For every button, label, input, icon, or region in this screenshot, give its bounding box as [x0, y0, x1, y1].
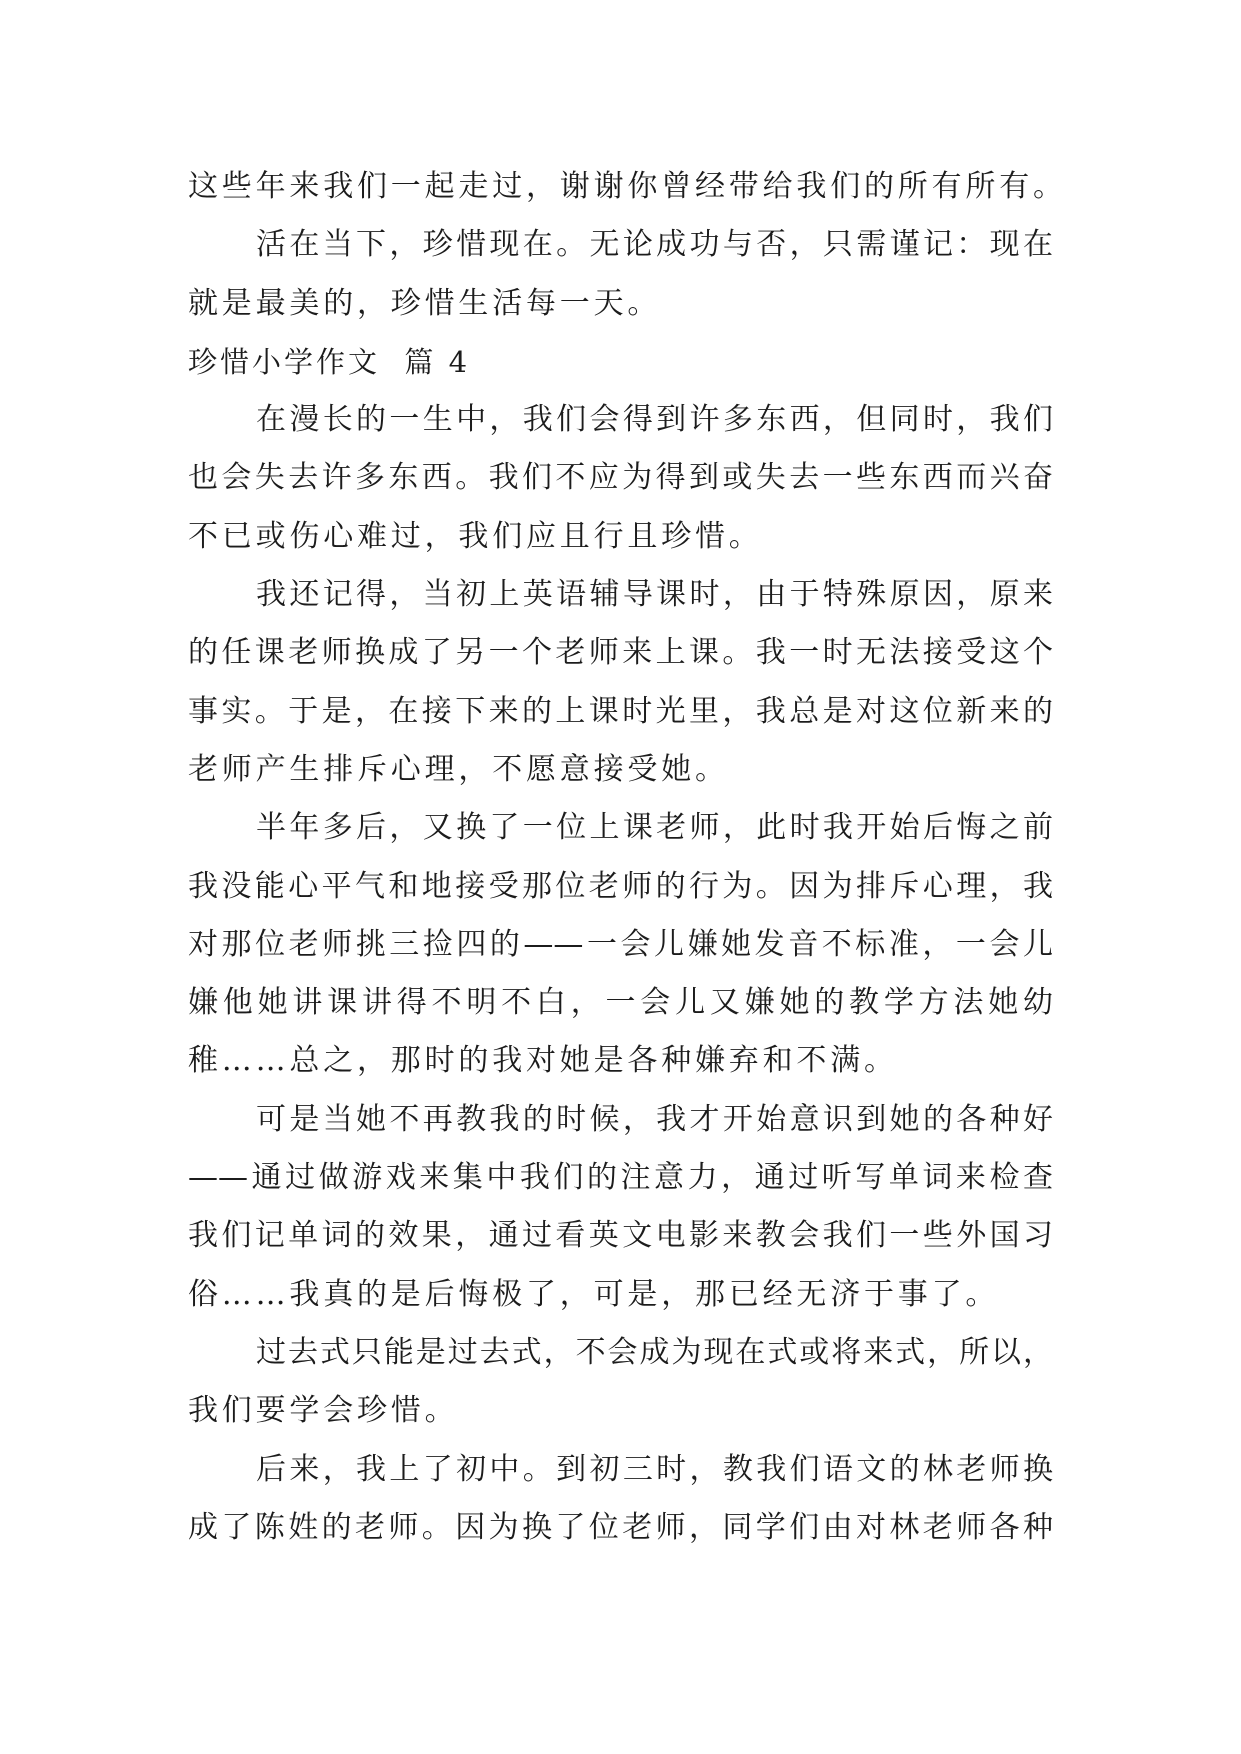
paragraph-line: 这些年来我们一起走过，谢谢你曾经带给我们的所有所有。 [188, 169, 1067, 204]
paragraph-line: 半年多后，又换了一位上课老师，此时我开始后悔之前 [256, 810, 1053, 846]
section-heading: 珍惜小学作文 篇 4 [188, 344, 471, 379]
paragraph-line: 在漫长的一生中，我们会得到许多东西，但同时，我们 [256, 402, 1053, 438]
paragraph-line: 的任课老师换成了另一个老师来上课。我一时无法接受这个 [188, 635, 1053, 671]
paragraph [188, 799, 1053, 1090]
paragraph-line: ——通过做游戏来集中我们的注意力，通过听写单词来检查 [188, 1160, 1053, 1196]
paragraph-line: 也会失去许多东西。我们不应为得到或失去一些东西而兴奋 [188, 460, 1053, 496]
paragraph-line: 俗……我真的是后悔极了，可是，那已经无济于事了。 [188, 1276, 1000, 1312]
paragraph [188, 1324, 1053, 1441]
paragraph [188, 566, 1053, 799]
paragraph-line: 不已或伤心难过，我们应且行且珍惜。 [188, 518, 763, 554]
paragraph-line: 过去式只能是过去式，不会成为现在式或将来式，所以， [256, 1334, 1053, 1370]
paragraph-line: 老师产生排斥心理，不愿意接受她。 [188, 751, 729, 787]
paragraph-line: 对那位老师挑三捡四的——一会儿嫌她发音不标准，一会儿 [188, 926, 1053, 962]
paragraph-line: 我们要学会珍惜。 [188, 1393, 459, 1429]
document-page [188, 158, 1067, 1557]
paragraph-line: 就是最美的，珍惜生活每一天。 [188, 285, 662, 321]
paragraph [188, 216, 1053, 333]
paragraph-line: 可是当她不再教我的时候，我才开始意识到她的各种好 [256, 1101, 1053, 1137]
paragraph-line: 事实。于是，在接下来的上课时光里，我总是对这位新来的 [188, 693, 1053, 729]
paragraph-line: 我还记得，当初上英语辅导课时，由于特殊原因，原来 [256, 577, 1053, 613]
paragraph-line: 成了陈姓的老师。因为换了位老师，同学们由对林老师各种 [188, 1509, 1053, 1545]
paragraph-line: 活在当下，珍惜现在。无论成功与否，只需谨记：现在 [256, 227, 1053, 263]
paragraph-line: 后来，我上了初中。到初三时，教我们语文的林老师换 [256, 1451, 1053, 1487]
paragraph [188, 391, 1053, 566]
paragraph-line: 我们记单词的效果，通过看英文电影来教会我们一些外国习 [188, 1218, 1053, 1254]
paragraph-line: 嫌他她讲课讲得不明不白，一会儿又嫌她的教学方法她幼 [188, 985, 1053, 1021]
paragraph [188, 1091, 1053, 1324]
paragraph-line: 我没能心平气和地接受那位老师的行为。因为排斥心理，我 [188, 868, 1053, 904]
paragraph-line: 稚……总之，那时的我对她是各种嫌弃和不满。 [188, 1043, 898, 1079]
paragraph [188, 1441, 1053, 1558]
paragraph [188, 158, 1067, 216]
